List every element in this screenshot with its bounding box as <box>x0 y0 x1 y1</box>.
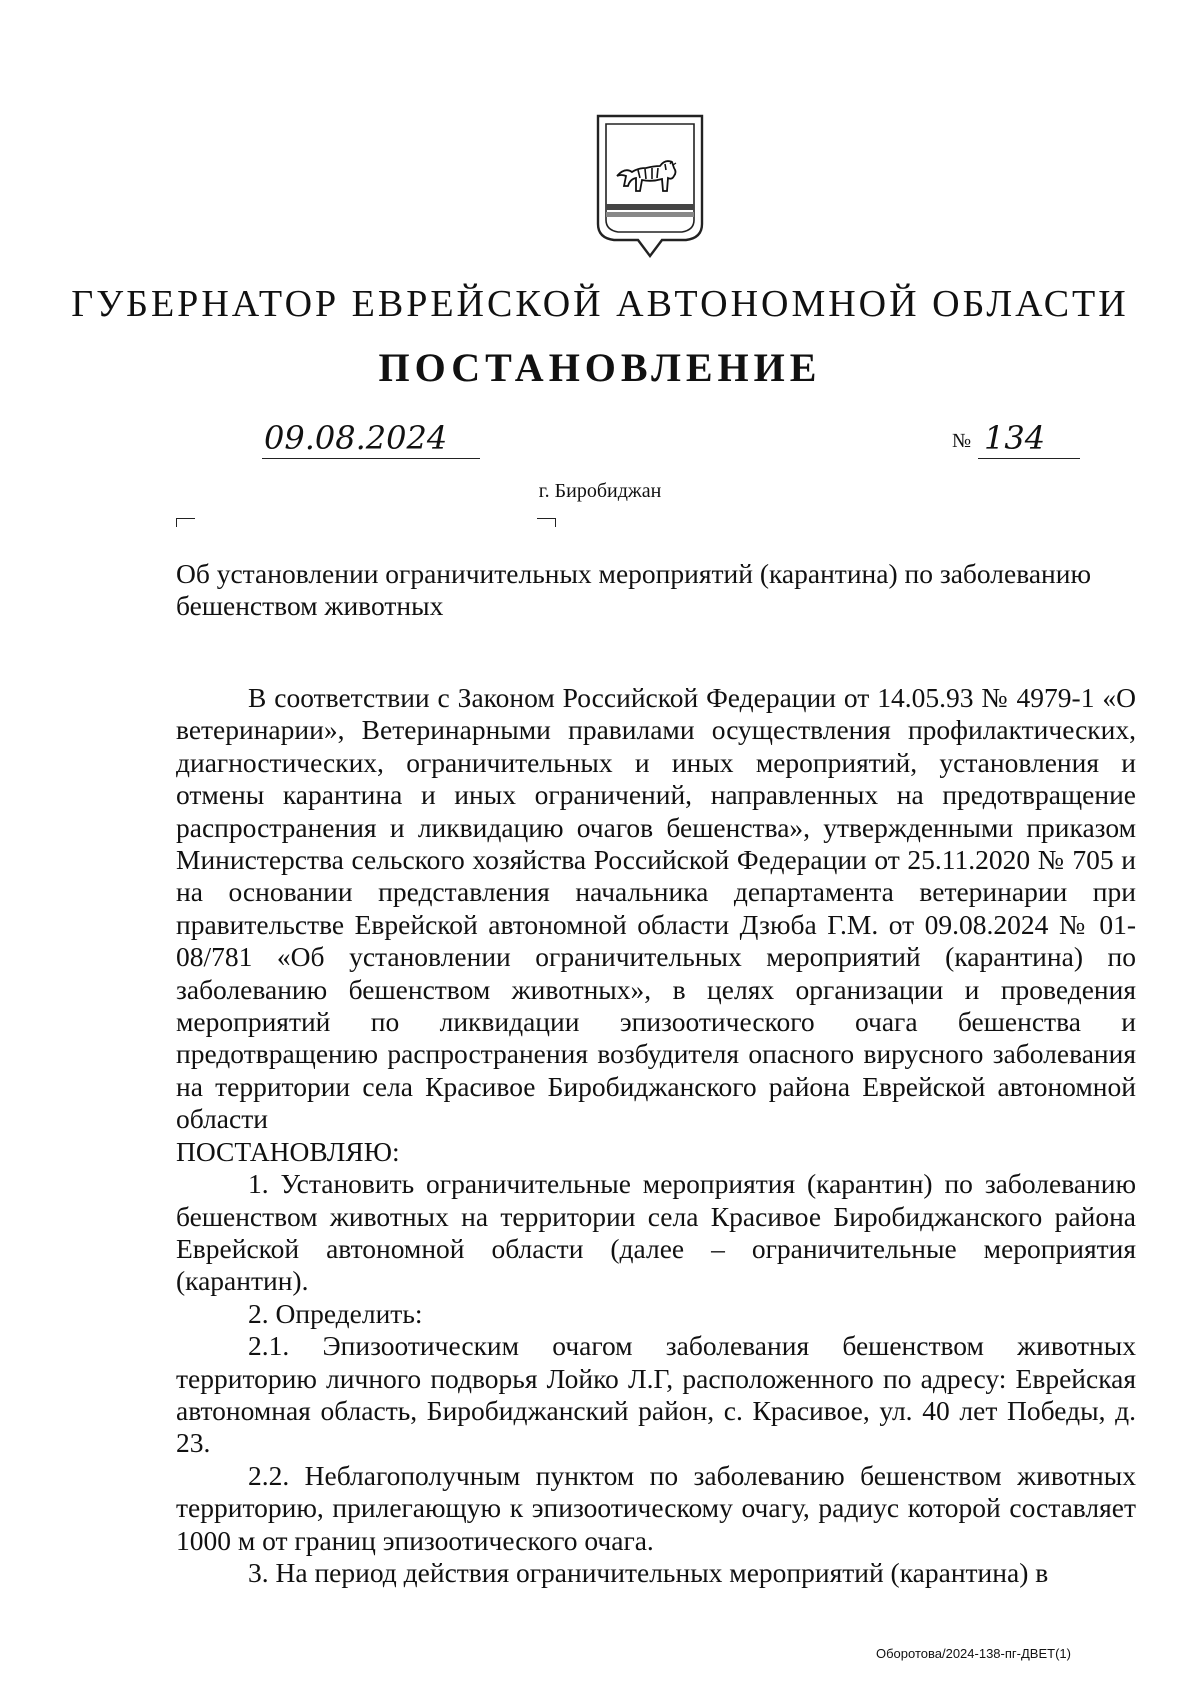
document-type: ПОСТАНОВЛЕНИЕ <box>378 345 822 390</box>
clause-2-1: 2.1. Эпизоотическим очагом заболевания бешенством животных территорию личного подворья Лойко Л.Г, расположенного по адресу: Еврейская автономная область, Биробиджанский район, с. Красивое, ул. 40 лет Победы, д. 23. <box>176 1330 1136 1459</box>
clause-1: 1. Установить ограничительные мероприятия (карантин) по заболеванию бешенством животных на территории села Красивое Биробиджанского района Еврейской автономной области (далее – ограничительные мероприятия (карантин). <box>176 1168 1136 1297</box>
subject-corner-right <box>537 518 556 527</box>
document-date: 09.08.2024 <box>262 418 480 459</box>
clause-3: 3. На период действия ограничительных мероприятий (карантина) в <box>248 1556 1049 1588</box>
clause-2-2: 2.2. Неблагополучным пунктом по заболеванию бешенством животных территорию, прилегающую к эпизоотическому очагу, радиус которой составляет 1000 м от границ эпизоотического очага. <box>176 1459 1136 1556</box>
document-subject: Об установлении ограничительных мероприятий (карантина) по заболеванию бешенством животных <box>176 558 1092 621</box>
document-number: 134 <box>978 418 1080 459</box>
coat-of-arms-icon <box>590 112 710 260</box>
number-label: № <box>952 430 972 452</box>
document-code: Оборотова/2024-138-пг-ДВЕТ(1) <box>876 1646 1071 1661</box>
resolve-heading: ПОСТАНОВЛЯЮ: <box>176 1135 400 1167</box>
city-line: г. Биробиджан <box>538 480 662 502</box>
clause-2: 2. Определить: <box>248 1297 423 1329</box>
subject-corner-left <box>176 518 195 527</box>
preamble-paragraph: В соответствии с Законом Российской Федерации от 14.05.93 № 4979-1 «О ветеринарии», Ветеринарными правилами осуществления профилактических, диагностических, ограничительных и иных мероприятий, установления и отмены карантина и иных ограничений, направленных на предотвращение распространения и ликвидацию очагов бешенства», утвержденными приказом Министерства сельского хозяйства Российской Федерации от 25.11.2020 № 705 и на основании представления начальника департамента ветеринарии при правительстве Еврейской автономной области Дзюба Г.М. от 09.08.2024 № 01-08/781 «Об установлении ограничительных мероприятий (карантина) по заболеванию бешенством животных», в целях организации и проведения мероприятий по ликвидации эпизоотического очага бешенства и предотвращению распространения возбудителя опасного вирусного заболевания на территории села Красивое Биробиджанского района Еврейской автономной области <box>176 682 1136 1135</box>
authority-title: ГУБЕРНАТОР ЕВРЕЙСКОЙ АВТОНОМНОЙ ОБЛАСТИ <box>71 283 1129 325</box>
document-body <box>176 682 1136 1589</box>
